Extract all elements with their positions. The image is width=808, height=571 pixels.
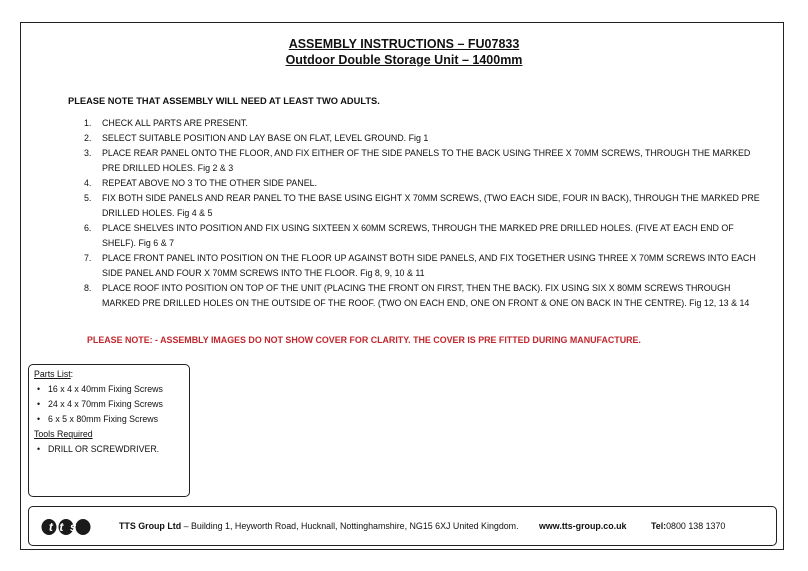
step-number: 2. xyxy=(84,133,92,143)
step-item xyxy=(84,176,764,191)
step-number: 6. xyxy=(84,223,92,233)
step-item xyxy=(84,146,764,176)
parts-list xyxy=(34,382,189,427)
bullet-icon: • xyxy=(37,399,41,409)
tool-text: DRILL OR SCREWDRIVER. xyxy=(48,444,160,454)
company-address xyxy=(119,521,519,531)
part-text: 16 x 4 x 40mm Fixing Screws xyxy=(48,384,163,394)
telephone xyxy=(651,521,725,531)
company-name: TTS Group Ltd xyxy=(119,521,182,531)
list-item xyxy=(34,397,189,412)
step-text: FIX BOTH SIDE PANELS AND REAR PANEL TO THE BASE USING EIGHT X 70MM SCREWS, (TWO EACH SIDE, FOUR IN BACK), THROUGH THE MARKED PRE DRILLED HOLES. Fig 4 & 5 xyxy=(102,193,760,218)
step-text: PLACE FRONT PANEL INTO POSITION ON THE FLOOR UP AGAINST BOTH SIDE PANELS, AND FIX TOGETHER USING THREE X 70MM SCREWS INTO EACH SIDE PANEL AND FOUR X 70MM SCREWS INTO THE FLOOR. Fig 8, 9, 10 & 11 xyxy=(102,253,756,278)
list-item xyxy=(34,442,189,457)
step-item xyxy=(84,221,764,251)
step-text: PLACE ROOF INTO POSITION ON TOP OF THE UNIT (PLACING THE FRONT ON FIRST, THEN THE BACK). FIX USING SIX X 80MM SCREWS THROUGH MARKED PRE DRILLED HOLES ON THE OUTSIDE OF THE ROOF. (TWO ON EACH END, ONE ON FRONT & ONE ON BACK IN THE CENTRE). Fig 12, 13 & 14 xyxy=(102,283,750,308)
part-text: 24 x 4 x 70mm Fixing Screws xyxy=(48,399,163,409)
step-item xyxy=(84,116,764,131)
parts-list-heading: Parts List xyxy=(34,369,71,379)
step-number: 4. xyxy=(84,178,92,188)
footer xyxy=(28,506,777,546)
tel-label: Tel: xyxy=(651,521,667,531)
step-item xyxy=(84,251,764,281)
cover-warning: PLEASE NOTE: - ASSEMBLY IMAGES DO NOT SHOW COVER FOR CLARITY. THE COVER IS PRE FITTED DURING MANUFACTURE. xyxy=(87,335,641,345)
tel-number: 0800 138 1370 xyxy=(666,521,726,531)
step-text: PLACE SHELVES INTO POSITION AND FIX USING SIXTEEN X 60MM SCREWS, THROUGH THE MARKED PRE DRILLED HOLES. (FIVE AT EACH END OF SHELF). Fig 6 & 7 xyxy=(102,223,734,248)
logo-text: tts xyxy=(48,520,84,534)
bullet-icon: • xyxy=(37,384,41,394)
parts-list-heading-colon: : xyxy=(70,369,74,379)
website-link[interactable]: www.tts-group.co.uk xyxy=(539,521,627,531)
address-text: – Building 1, Heyworth Road, Hucknall, Nottinghamshire, NG15 6XJ United Kingdom. xyxy=(181,521,519,531)
step-item xyxy=(84,191,764,221)
step-text: REPEAT ABOVE NO 3 TO THE OTHER SIDE PANEL. xyxy=(102,178,318,188)
part-text: 6 x 5 x 80mm Fixing Screws xyxy=(48,414,158,424)
tools-heading: Tools Required xyxy=(34,429,93,439)
parts-list-heading-row xyxy=(34,367,189,382)
parts-list-box xyxy=(28,364,190,497)
step-text: PLACE REAR PANEL ONTO THE FLOOR, AND FIX EITHER OF THE SIDE PANELS TO THE BACK USING THREE X 70MM SCREWS, THROUGH THE MARKED PRE DRILLED HOLES. Fig 2 & 3 xyxy=(102,148,751,173)
tools-list xyxy=(34,442,189,457)
list-item xyxy=(34,412,189,427)
step-number: 8. xyxy=(84,283,92,293)
tts-logo-icon xyxy=(40,514,92,540)
step-item xyxy=(84,131,764,146)
assembly-steps xyxy=(84,116,764,311)
step-number: 5. xyxy=(84,193,92,203)
document-subtitle: Outdoor Double Storage Unit – 1400mm xyxy=(285,53,523,67)
step-number: 7. xyxy=(84,253,92,263)
step-number: 3. xyxy=(84,148,92,158)
document-title: ASSEMBLY INSTRUCTIONS – FU07833 xyxy=(288,37,520,51)
step-text: SELECT SUITABLE POSITION AND LAY BASE ON FLAT, LEVEL GROUND. Fig 1 xyxy=(102,133,429,143)
step-item xyxy=(84,281,764,311)
bullet-icon: • xyxy=(37,414,41,424)
step-text: CHECK ALL PARTS ARE PRESENT. xyxy=(102,118,248,128)
adults-note: PLEASE NOTE THAT ASSEMBLY WILL NEED AT LEAST TWO ADULTS. xyxy=(68,96,380,106)
bullet-icon: • xyxy=(37,444,41,454)
step-number: 1. xyxy=(84,118,92,128)
list-item xyxy=(34,382,189,397)
